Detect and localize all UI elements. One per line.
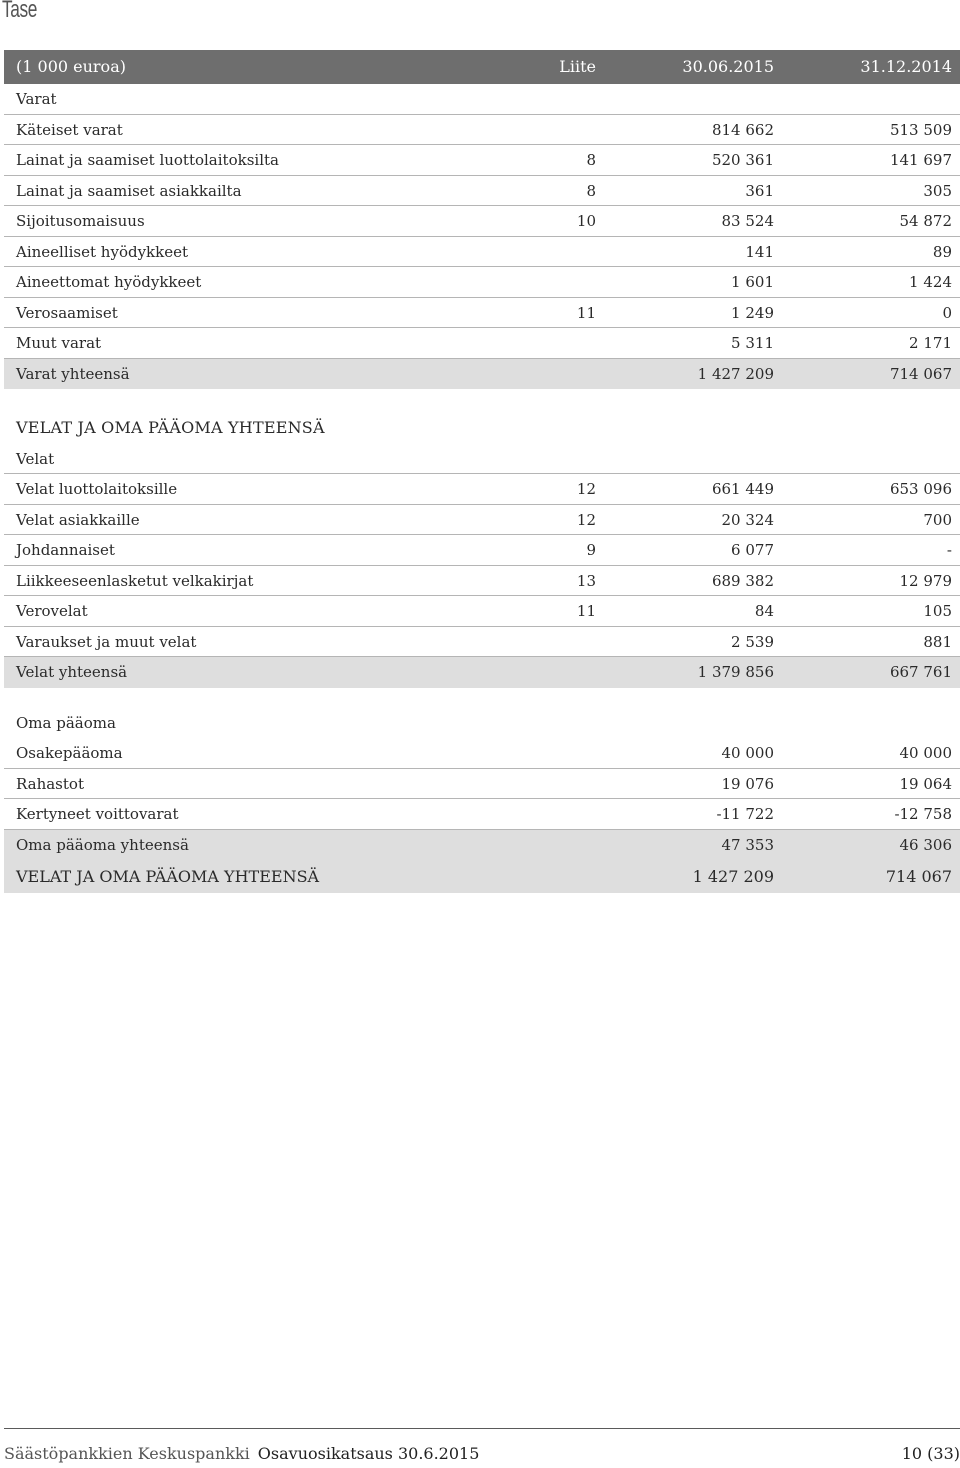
row-label: Käteiset varat	[16, 120, 123, 139]
grand-total-value-col2: 714 067	[885, 867, 952, 886]
table-row	[4, 566, 960, 597]
row-value-col2: 12 979	[899, 571, 952, 590]
row-label: Johdannaiset	[16, 541, 115, 559]
row-label: Osakepääoma	[16, 744, 123, 762]
section-label: Oma pääoma	[16, 713, 116, 732]
row-note: 8	[586, 181, 596, 200]
row-note: 12	[576, 510, 596, 529]
row-label: Velat luottolaitoksille	[16, 480, 178, 498]
row-note: 8	[586, 151, 596, 169]
row-note: 11	[576, 602, 596, 620]
table-row	[4, 145, 960, 176]
table-row	[4, 738, 960, 769]
row-value-col2: 40 000	[899, 744, 952, 762]
row-value-col1: 20 324	[721, 510, 774, 529]
row-label: Aineelliset hyödykkeet	[16, 242, 189, 261]
footer-page-number: 10 (33)	[901, 1444, 960, 1463]
row-value-col1: 141	[745, 242, 774, 261]
table-row	[4, 627, 960, 658]
table-row	[4, 535, 960, 566]
total-value-col1: 1 427 209	[697, 364, 774, 383]
spacer	[4, 688, 960, 708]
section-liabilities-heading	[4, 444, 960, 475]
equity-total-row	[4, 830, 960, 861]
row-value-col2: 19 064	[899, 774, 952, 793]
section-label: Velat	[16, 449, 55, 468]
row-value-col2: 513 509	[889, 120, 952, 139]
page-footer	[4, 1444, 960, 1466]
row-label: Lainat ja saamiset asiakkailta	[16, 181, 242, 200]
total-value-col2: 714 067	[889, 364, 952, 383]
row-value-col1: 40 000	[721, 744, 774, 762]
row-label: Verosaamiset	[16, 303, 118, 322]
grand-total-label: VELAT JA OMA PÄÄOMA YHTEENSÄ	[16, 867, 320, 886]
table-row	[4, 298, 960, 329]
row-value-col2: -	[946, 541, 952, 559]
row-value-col2: 1 424	[909, 273, 952, 291]
table-row	[4, 328, 960, 359]
liabilities-rows	[4, 474, 960, 657]
table-row	[4, 115, 960, 146]
equity-rows	[4, 738, 960, 830]
header-col1-date: 30.06.2015	[682, 57, 774, 76]
section-assets-heading	[4, 84, 960, 115]
assets-rows	[4, 115, 960, 359]
grand-total-row	[4, 860, 960, 893]
row-value-col2: 881	[923, 632, 952, 651]
row-label: Muut varat	[16, 334, 102, 352]
row-label: Kertyneet voittovarat	[16, 805, 179, 823]
section-label: Varat	[16, 90, 57, 108]
row-value-col1: 5 311	[731, 334, 774, 352]
row-label: Lainat ja saamiset luottolaitoksilta	[16, 151, 279, 169]
row-value-col1: 661 449	[711, 480, 774, 498]
liabilities-total-row	[4, 657, 960, 688]
row-value-col2: 2 171	[909, 334, 952, 352]
assets-total-row	[4, 359, 960, 390]
total-value-col2: 46 306	[899, 835, 952, 854]
total-value-col1: 47 353	[721, 835, 774, 854]
row-value-col1: 1 601	[731, 273, 774, 291]
table-row	[4, 206, 960, 237]
row-label: Verovelat	[16, 602, 88, 620]
row-value-col2: 54 872	[899, 212, 952, 230]
row-value-col1: 689 382	[711, 571, 774, 590]
footer-company: Säästöpankkien Keskuspankki	[4, 1444, 250, 1463]
table-row	[4, 505, 960, 536]
row-label: Rahastot	[16, 774, 84, 793]
row-value-col1: 83 524	[721, 212, 774, 230]
grand-total-value-col1: 1 427 209	[692, 867, 774, 886]
footer-divider	[4, 1428, 960, 1429]
footer-report-title: Osavuosikatsaus 30.6.2015	[257, 1444, 480, 1463]
row-note: 12	[576, 480, 596, 498]
row-value-col2: 653 096	[889, 480, 952, 498]
row-value-col1: 520 361	[711, 151, 774, 169]
row-value-col1: -11 722	[716, 805, 774, 823]
total-label: Oma pääoma yhteensä	[16, 835, 189, 854]
footer-left	[4, 1444, 479, 1463]
row-value-col1: 84	[754, 602, 774, 620]
row-value-col2: 105	[923, 602, 952, 620]
row-note: 10	[576, 212, 596, 230]
liabilities-equity-heading	[4, 413, 960, 444]
row-value-col1: 6 077	[731, 541, 774, 559]
row-value-col1: 814 662	[711, 120, 774, 139]
row-note: 11	[576, 303, 596, 322]
spacer	[4, 389, 960, 413]
total-label: Velat yhteensä	[16, 663, 128, 681]
total-value-col1: 1 379 856	[697, 663, 774, 681]
total-label: Varat yhteensä	[16, 364, 130, 383]
row-value-col1: 361	[745, 181, 774, 200]
row-value-col2: 700	[923, 510, 952, 529]
table-header-row	[4, 50, 960, 84]
table-row	[4, 799, 960, 830]
row-label: Varaukset ja muut velat	[16, 632, 197, 651]
balance-sheet-table	[4, 50, 960, 893]
table-row	[4, 769, 960, 800]
row-value-col2: 305	[923, 181, 952, 200]
row-label: Aineettomat hyödykkeet	[16, 273, 202, 291]
row-value-col2: -12 758	[894, 805, 952, 823]
table-row	[4, 474, 960, 505]
table-row	[4, 237, 960, 268]
row-label: Sijoitusomaisuus	[16, 212, 145, 230]
row-note: 9	[586, 541, 596, 559]
table-row	[4, 176, 960, 207]
row-value-col2: 0	[942, 303, 952, 322]
table-row	[4, 267, 960, 298]
row-value-col2: 141 697	[889, 151, 952, 169]
row-value-col1: 1 249	[731, 303, 774, 322]
row-value-col1: 2 539	[731, 632, 774, 651]
header-col2-date: 31.12.2014	[860, 57, 952, 76]
header-note-label: Liite	[559, 57, 596, 76]
row-value-col1: 19 076	[721, 774, 774, 793]
heading-label: VELAT JA OMA PÄÄOMA YHTEENSÄ	[16, 418, 325, 437]
row-label: Velat asiakkaille	[16, 510, 140, 529]
header-unit-label: (1 000 euroa)	[16, 57, 126, 76]
total-value-col2: 667 761	[889, 663, 952, 681]
row-value-col2: 89	[932, 242, 952, 261]
row-note: 13	[576, 571, 596, 590]
page-title: Tase	[2, 0, 38, 23]
row-label: Liikkeeseenlasketut velkakirjat	[16, 571, 254, 590]
section-equity-heading	[4, 708, 960, 739]
table-row	[4, 596, 960, 627]
